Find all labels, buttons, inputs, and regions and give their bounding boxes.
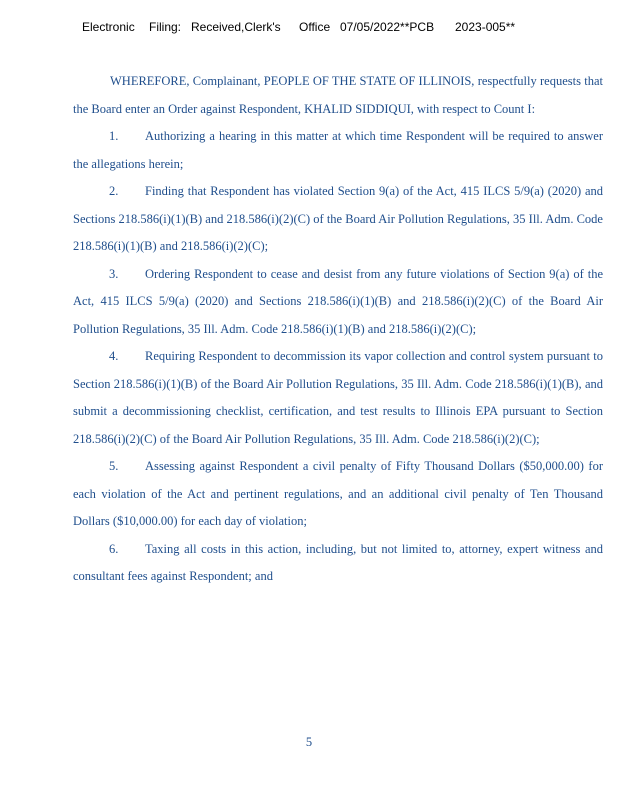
- header-electronic: Electronic: [82, 20, 135, 34]
- header-received: Received,Clerk's: [191, 20, 281, 34]
- item-text: Authorizing a hearing in this matter at which time Respondent will be required to answer the allegations herein;: [73, 129, 603, 171]
- prayer-item-1: [73, 123, 603, 178]
- item-text: Assessing against Respondent a civil penalty of Fifty Thousand Dollars ($50,000.00) for each violation of the Act and pertinent regulations, and an additional civil penalty of Ten Thousand Dollars ($10,000.00) for each day of violation;: [73, 459, 603, 528]
- header-case-number: 2023-005**: [455, 20, 516, 34]
- item-number: 3.: [109, 266, 119, 281]
- item-text: Finding that Respondent has violated Section 9(a) of the Act, 415 ILCS 5/9(a) (2020) and Sections 218.586(i)(1)(B) and 218.586(i)(2)(C) of the Board Air Pollution Regulations, 35 Ill. Adm. Code 218.586(i)(1)(B) and 218.586(i)(2)(C);: [73, 184, 603, 253]
- prayer-item-2: [73, 178, 603, 261]
- item-text: Taxing all costs in this action, including, but not limited to, attorney, expert witness and consultant fees against Respondent; and: [73, 541, 603, 583]
- item-text: Ordering Respondent to cease and desist from any future violations of Section 9(a) of the Act, 415 ILCS 5/9(a) (2020) and Sections 218.586(i)(1)(B) and 218.586(i)(2)(C) of the Board Air Pollution Regulations, 35 Ill. Adm. Code 218.586(i)(1)(B) and 218.586(i)(2)(C);: [73, 266, 603, 336]
- prayer-item-4: [73, 343, 603, 453]
- header-date: 07/05/2022**PCB: [340, 20, 435, 34]
- header-office: Office: [299, 20, 331, 34]
- item-number: 5.: [109, 459, 119, 473]
- item-number: 1.: [109, 129, 119, 143]
- header-filing: Filing:: [149, 20, 182, 34]
- item-number: 4.: [109, 349, 119, 363]
- item-number: 2.: [109, 184, 119, 198]
- page-number: 5: [305, 735, 313, 749]
- item-text: Requiring Respondent to decommission its vapor collection and control system pursuant to Section 218.586(i)(1)(B) of the Board Air Pollution Regulations, 35 Ill. Adm. Code 218.586(i)(1)(B), and submit a decommissioning checklist, certification, and test results to Illinois EPA pursuant to Section 218.586(i)(2)(C) of the Board Air Pollution Regulations, 35 Ill. Adm. Code 218.586(i)(2)(C);: [73, 349, 603, 446]
- prayer-item-3: [73, 261, 603, 344]
- wherefore-paragraph: WHEREFORE, Complainant, PEOPLE OF THE STATE OF ILLINOIS, respectfully requests that the Board enter an Order against Respondent, KHALID SIDDIQUI, with respect to Count I:: [73, 74, 603, 116]
- prayer-item-5: [73, 453, 603, 536]
- document-body: [73, 68, 603, 591]
- filing-stamp-header: [0, 20, 618, 36]
- item-number: 6.: [109, 541, 119, 556]
- prayer-item-6: [73, 536, 603, 591]
